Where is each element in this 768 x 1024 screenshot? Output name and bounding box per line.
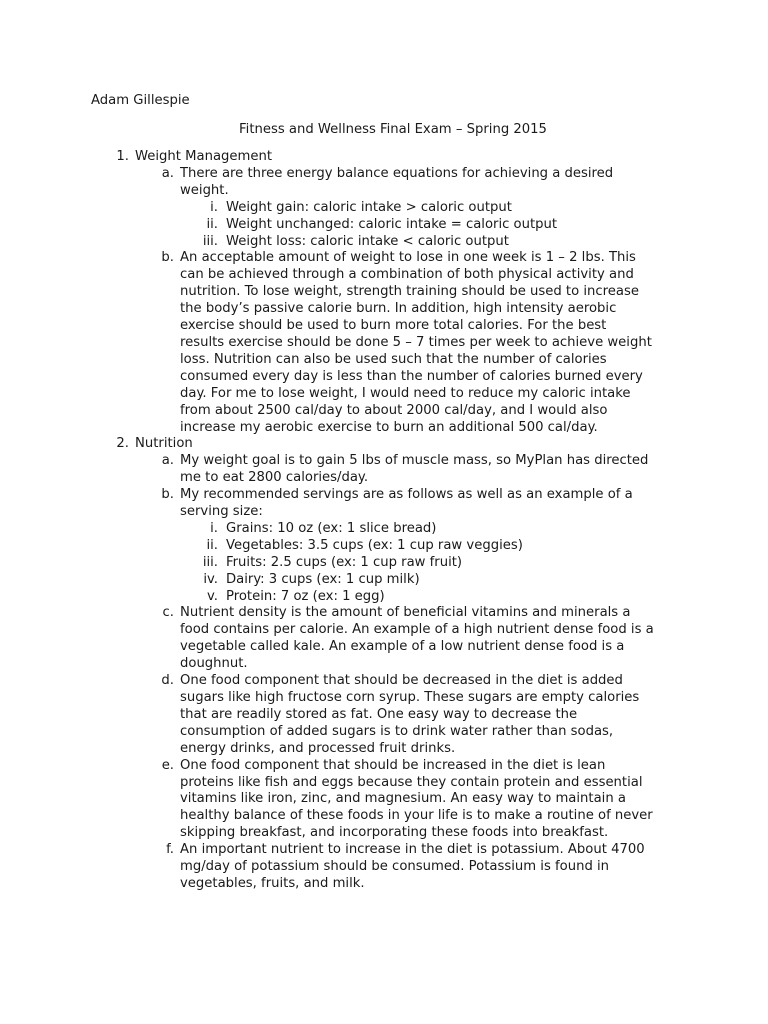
- text-line: me to eat 2800 calories/day.: [180, 470, 369, 486]
- list-marker: 1.: [116, 149, 129, 164]
- text-line: nutrition. To lose weight, strength training should be used to increase: [180, 284, 639, 300]
- list-item-text: [226, 555, 681, 572]
- list-marker: ii.: [206, 537, 218, 553]
- text-line: One food component that should be increased in the diet is lean: [180, 757, 606, 773]
- text-line: vitamins like iron, zinc, and magnesium. An easy way to maintain a: [180, 791, 626, 807]
- list-item-text: [226, 521, 681, 538]
- sub-list-item: [0, 521, 768, 538]
- list-item: [0, 605, 768, 673]
- document-title: Fitness and Wellness Final Exam – Spring 2015: [239, 122, 547, 137]
- text-line: Weight gain: caloric intake > caloric output: [226, 199, 512, 215]
- sub-list-item: [0, 572, 768, 589]
- list-marker: a.: [161, 165, 174, 181]
- list-item-text: [180, 487, 680, 521]
- sub-list-item: [0, 217, 768, 234]
- text-line: exercise should be used to burn more total calories. For the best: [180, 318, 607, 334]
- text-line: Vegetables: 3.5 cups (ex: 1 cup raw veggies): [226, 537, 523, 553]
- sub-list-item: [0, 589, 768, 606]
- text-line: skipping breakfast, and incorporating these foods into breakfast.: [180, 825, 609, 841]
- list-marker: v.: [207, 588, 218, 604]
- list-marker: iv.: [203, 571, 218, 587]
- sub-list-item: [0, 234, 768, 251]
- list-marker: iii.: [202, 554, 218, 570]
- text-line: My recommended servings are as follows as well as an example of a: [180, 487, 633, 503]
- list-item: [0, 487, 768, 521]
- text-line: mg/day of potassium should be consumed. Potassium is found in: [180, 859, 610, 875]
- text-line: Grains: 10 oz (ex: 1 slice bread): [226, 520, 437, 536]
- text-line: results exercise should be done 5 – 7 times per week to achieve weight: [180, 334, 652, 350]
- text-line: consumed every day is less than the number of calories burned every: [180, 368, 643, 384]
- author-name: Adam Gillespie: [91, 93, 190, 108]
- sub-list-item: [0, 200, 768, 217]
- list-marker: 2.: [116, 436, 129, 452]
- list-item: [0, 842, 768, 893]
- list-marker: a.: [161, 453, 174, 469]
- list-item-text: [180, 842, 680, 893]
- list-item-text: [226, 217, 681, 234]
- list-item-text: [180, 605, 680, 673]
- list-item-text: [135, 149, 695, 166]
- list-marker: b.: [161, 250, 174, 266]
- list-marker: i.: [210, 199, 218, 215]
- list-item-text: [180, 673, 680, 758]
- list-marker: i.: [210, 520, 218, 536]
- text-line: loss. Nutrition can also be used such that the number of calories: [180, 351, 607, 367]
- text-line: can be achieved through a combination of both physical activity and: [180, 267, 634, 283]
- text-line: serving size:: [180, 504, 263, 520]
- document-body: [0, 149, 768, 893]
- text-line: There are three energy balance equations for achieving a desired: [180, 165, 614, 181]
- list-marker: e.: [161, 757, 174, 773]
- text-line: the body’s passive calorie burn. In addition, high intensity aerobic: [180, 301, 617, 317]
- list-item-text: [226, 572, 681, 589]
- text-line: Fruits: 2.5 cups (ex: 1 cup raw fruit): [226, 554, 463, 570]
- section-heading: [0, 436, 768, 453]
- list-item: [0, 673, 768, 758]
- text-line: consumption of added sugars is to drink water rather than sodas,: [180, 723, 614, 739]
- list-marker: b.: [161, 487, 174, 503]
- list-marker: iii.: [202, 233, 218, 249]
- text-line: Nutrient density is the amount of beneficial vitamins and minerals a: [180, 605, 631, 621]
- list-item-text: [180, 250, 680, 436]
- list-marker: ii.: [206, 216, 218, 232]
- list-marker: f.: [166, 842, 174, 858]
- list-item-text: [226, 200, 681, 217]
- text-line: An important nutrient to increase in the diet is potassium. About 4700: [180, 842, 645, 858]
- text-line: vegetable called kale. An example of a low nutrient dense food is a: [180, 639, 625, 655]
- text-line: One food component that should be decreased in the diet is added: [180, 673, 623, 689]
- list-item-text: [226, 589, 681, 606]
- list-item: [0, 166, 768, 200]
- list-item: [0, 250, 768, 436]
- text-line: Weight loss: caloric intake < caloric output: [226, 233, 509, 249]
- text-line: that are readily stored as fat. One easy way to decrease the: [180, 706, 578, 722]
- list-marker: d.: [161, 673, 174, 689]
- text-line: sugars like high fructose corn syrup. These sugars are empty calories: [180, 690, 640, 705]
- list-item-text: [226, 538, 681, 555]
- text-line: increase my aerobic exercise to burn an additional 500 cal/day.: [180, 419, 598, 435]
- section-heading: [0, 149, 768, 166]
- text-line: Weight unchanged: caloric intake = caloric output: [226, 216, 558, 232]
- text-line: Weight Management: [135, 149, 273, 164]
- list-marker: c.: [162, 605, 174, 621]
- list-item-text: [180, 758, 680, 843]
- list-item-text: [180, 166, 680, 200]
- text-line: An acceptable amount of weight to lose in one week is 1 – 2 lbs. This: [180, 250, 636, 266]
- text-line: vegetables, fruits, and milk.: [180, 875, 365, 891]
- text-line: day. For me to lose weight, I would need to reduce my caloric intake: [180, 385, 631, 401]
- text-line: from about 2500 cal/day to about 2000 cal/day, and I would also: [180, 402, 608, 418]
- text-line: proteins like fish and eggs because they contain protein and essential: [180, 774, 643, 790]
- text-line: healthy balance of these foods in your life is to make a routine of never: [180, 808, 653, 824]
- text-line: weight.: [180, 182, 229, 198]
- list-item: [0, 453, 768, 487]
- list-item: [0, 758, 768, 843]
- list-item-text: [135, 436, 695, 453]
- list-item-text: [180, 453, 680, 487]
- text-line: Nutrition: [135, 436, 193, 452]
- text-line: energy drinks, and processed fruit drinks.: [180, 740, 456, 756]
- list-item-text: [226, 234, 681, 251]
- text-line: My weight goal is to gain 5 lbs of muscle mass, so MyPlan has directed: [180, 453, 649, 469]
- text-line: Dairy: 3 cups (ex: 1 cup milk): [226, 571, 420, 587]
- text-line: doughnut.: [180, 656, 248, 672]
- sub-list-item: [0, 555, 768, 572]
- text-line: Protein: 7 oz (ex: 1 egg): [226, 588, 385, 604]
- text-line: food contains per calorie. An example of a high nutrient dense food is a: [180, 622, 654, 638]
- sub-list-item: [0, 538, 768, 555]
